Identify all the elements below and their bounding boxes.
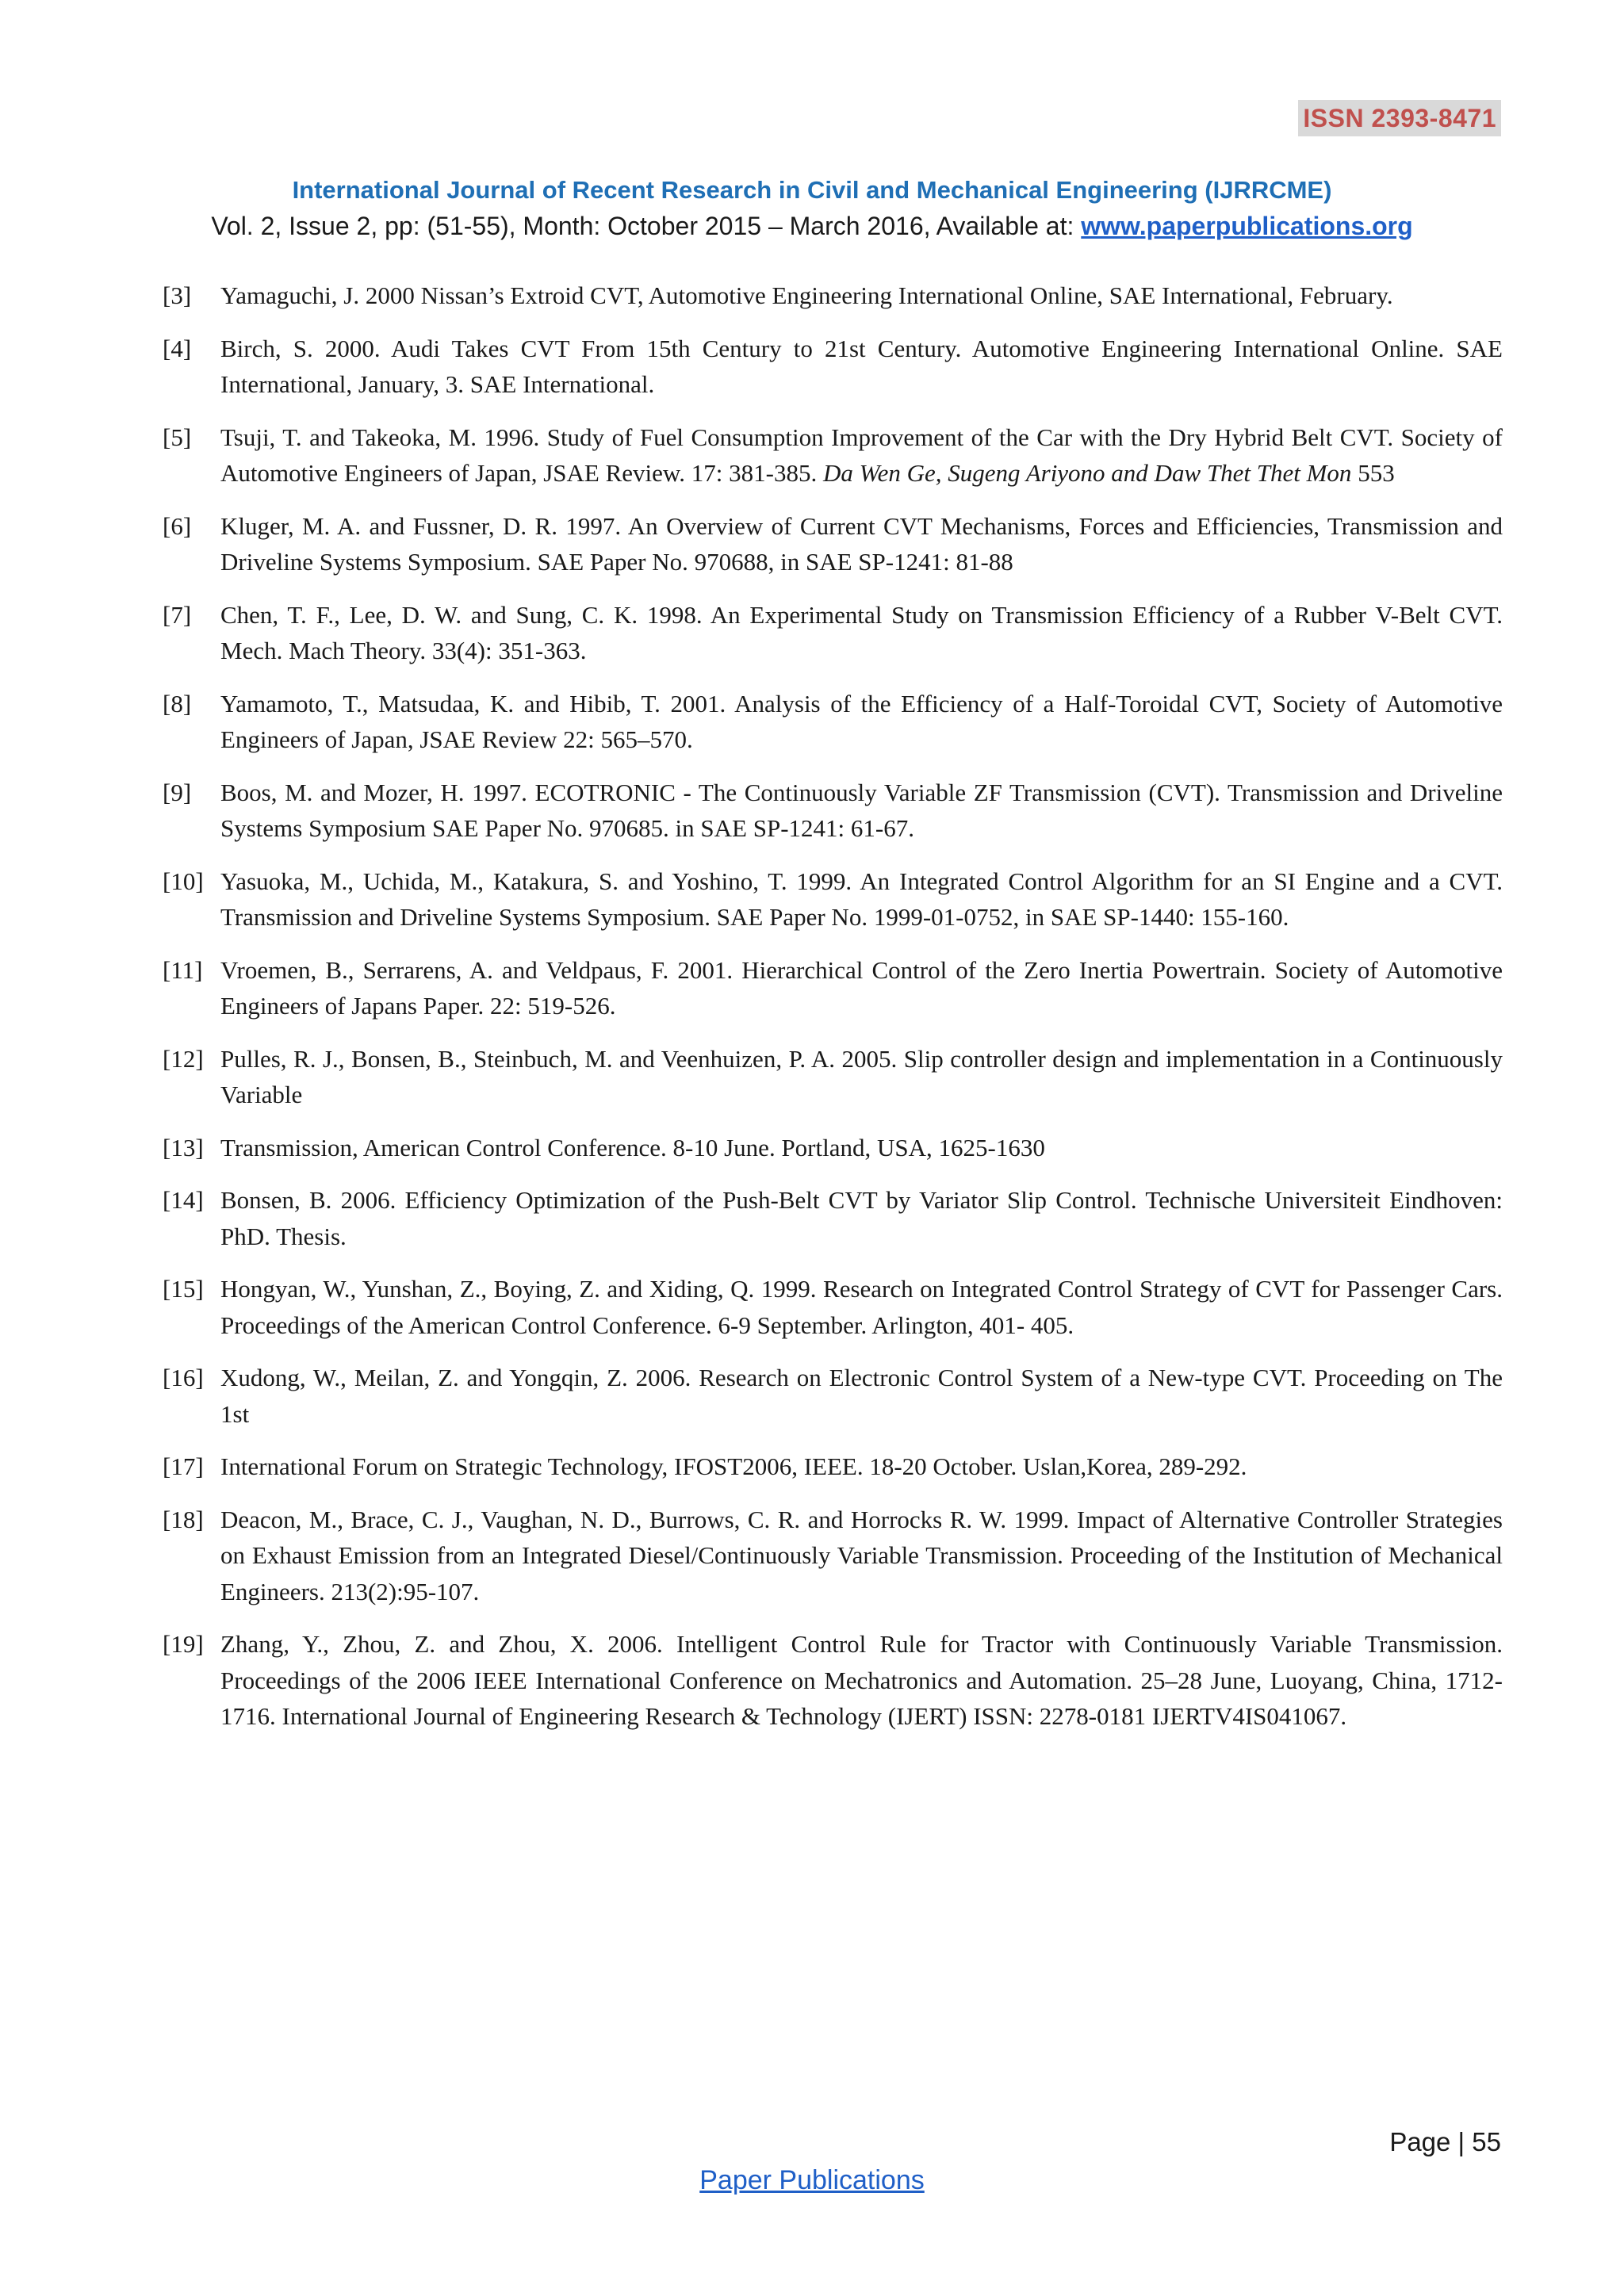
reference-item — [163, 277, 1503, 314]
reference-text: Hongyan, W., Yunshan, Z., Boying, Z. and Xiding, Q. 1999. Research on Integrated Control Strategy of CVT for Passenger Cars. Proceedings of the American Control Conference. 6-9 September. Arlington, 401- 405. — [220, 1275, 1503, 1339]
reference-text: Bonsen, B. 2006. Efficiency Optimization of the Push-Belt CVT by Variator Slip Control. Technische Universiteit Eindhoven: PhD. Thesis. — [220, 1186, 1503, 1250]
reference-item — [163, 863, 1503, 936]
reference-number: [7] — [163, 600, 192, 629]
reference-item — [163, 1502, 1503, 1610]
reference-item — [163, 597, 1503, 669]
reference-item — [163, 1182, 1503, 1254]
reference-text-italic: Da Wen Ge, Sugeng Ariyono and Daw Thet Thet Mon — [822, 459, 1352, 487]
reference-number: [15] — [163, 1275, 204, 1303]
page-number: Page | 55 — [1389, 2127, 1501, 2156]
reference-text: Xudong, W., Meilan, Z. and Yongqin, Z. 2006. Research on Electronic Control System of a New-type CVT. Proceeding on The 1st — [220, 1364, 1503, 1428]
reference-number: [16] — [163, 1364, 204, 1391]
reference-text: Transmission, American Control Conference. 8-10 June. Portland, USA, 1625-1630 — [220, 1133, 1045, 1161]
reference-text-tail: 553 — [1351, 459, 1395, 487]
reference-number: [17] — [163, 1452, 204, 1480]
reference-text: Kluger, M. A. and Fussner, D. R. 1997. An Overview of Current CVT Mechanisms, Forces and Efficiencies, Transmission and Driveline Systems Symposium. SAE Paper No. 970688, in SAE SP-1241: 81-88 — [220, 511, 1503, 576]
reference-number: [4] — [163, 334, 192, 362]
reference-number: [11] — [163, 955, 203, 984]
reference-number: [14] — [163, 1186, 204, 1214]
reference-item — [163, 1360, 1503, 1432]
reference-number: [3] — [163, 281, 192, 309]
reference-text — [220, 419, 1503, 492]
reference-item — [163, 1130, 1503, 1166]
reference-item — [163, 331, 1503, 403]
reference-number: [18] — [163, 1505, 204, 1533]
reference-text: Deacon, M., Brace, C. J., Vaughan, N. D., Burrows, C. R. and Horrocks R. W. 1999. Impact of Alternative Controller Strategies on Exhaust Emission from an Integrated Diesel/Continuously Variable Transmission. Proceeding of the Institution of Mechanical Engineers. 213(2):95-107. — [220, 1505, 1503, 1605]
reference-text: Chen, T. F., Lee, D. W. and Sung, C. K. 1998. An Experimental Study on Transmission Efficiency of a Rubber V-Belt CVT. Mech. Mach Theory. 33(4): 351-363. — [220, 600, 1503, 664]
reference-list — [163, 277, 1503, 1751]
reference-number: [5] — [163, 423, 192, 451]
volume-info — [0, 208, 1624, 244]
reference-item — [163, 952, 1503, 1024]
reference-number: [13] — [163, 1133, 204, 1161]
reference-text: Birch, S. 2000. Audi Takes CVT From 15th Century to 21st Century. Automotive Engineering International Online. SAE International, January, 3. SAE International. — [220, 334, 1503, 398]
issn-badge: ISSN 2393-8471 — [1298, 100, 1501, 136]
reference-text: International Forum on Strategic Technology, IFOST2006, IEEE. 18-20 October. Uslan,Korea, 289-292. — [220, 1452, 1247, 1480]
reference-number: [10] — [163, 867, 204, 895]
reference-text: Vroemen, B., Serrarens, A. and Veldpaus, F. 2001. Hierarchical Control of the Zero Inertia Powertrain. Society of Automotive Engineers of Japans Paper. 22: 519-526. — [220, 955, 1503, 1020]
footer — [0, 2163, 1624, 2198]
volume-info-text: Vol. 2, Issue 2, pp: (51-55), Month: October 2015 – March 2016, Available at: — [211, 212, 1082, 240]
reference-text: Pulles, R. J., Bonsen, B., Steinbuch, M. and Veenhuizen, P. A. 2005. Slip controller design and implementation in a Continuously Variable — [220, 1044, 1503, 1108]
reference-item — [163, 1626, 1503, 1735]
reference-number: [8] — [163, 689, 192, 718]
reference-text: Yamaguchi, J. 2000 Nissan’s Extroid CVT, Automotive Engineering International Online, SAE International, February. — [220, 281, 1393, 309]
reference-text: Zhang, Y., Zhou, Z. and Zhou, X. 2006. Intelligent Control Rule for Tractor with Continuously Variable Transmission. Proceedings of the 2006 IEEE International Conference on Mechatronics and Automation. 25–28 June, Luoyang, China, 1712-1716. International Journal of Engineering Research & Technology (IJERT) ISSN: 2278-0181 IJERTV4IS041067. — [220, 1630, 1503, 1730]
journal-title: International Journal of Recent Research in Civil and Mechanical Engineering (IJRRCME) — [292, 176, 1332, 204]
reference-text-main: Tsuji, T. and Takeoka, M. 1996. Study of Fuel Consumption Improvement of the Car with the Dry Hybrid Belt CVT. Society of Automotive Engineers of Japan, JSAE Review. 17: 381-385. — [220, 423, 1503, 487]
reference-item — [163, 1041, 1503, 1113]
reference-text: Boos, M. and Mozer, H. 1997. ECOTRONIC - The Continuously Variable ZF Transmission (CVT). Transmission and Driveline Systems Symposium SAE Paper No. 970685. in SAE SP-1241: 61-67. — [220, 778, 1503, 842]
reference-item — [163, 419, 1503, 492]
reference-number: [6] — [163, 511, 192, 540]
reference-number: [12] — [163, 1044, 204, 1073]
website-link[interactable]: www.paperpublications.org — [1081, 212, 1413, 240]
reference-number: [9] — [163, 778, 192, 806]
reference-item — [163, 1448, 1503, 1485]
reference-item — [163, 686, 1503, 758]
reference-item — [163, 508, 1503, 580]
reference-item — [163, 775, 1503, 847]
reference-text: Yamamoto, T., Matsudaa, K. and Hibib, T. 2001. Analysis of the Efficiency of a Half-Toroidal CVT, Society of Automotive Engineers of Japan, JSAE Review 22: 565–570. — [220, 689, 1503, 753]
journal-header — [0, 173, 1624, 244]
reference-number: [19] — [163, 1630, 204, 1658]
reference-text: Yasuoka, M., Uchida, M., Katakura, S. and Yoshino, T. 1999. An Integrated Control Algorithm for an SI Engine and a CVT. Transmission and Driveline Systems Symposium. SAE Paper No. 1999-01-0752, in SAE SP-1440: 155-160. — [220, 867, 1503, 931]
reference-item — [163, 1271, 1503, 1343]
publisher-link[interactable]: Paper Publications — [699, 2165, 925, 2195]
